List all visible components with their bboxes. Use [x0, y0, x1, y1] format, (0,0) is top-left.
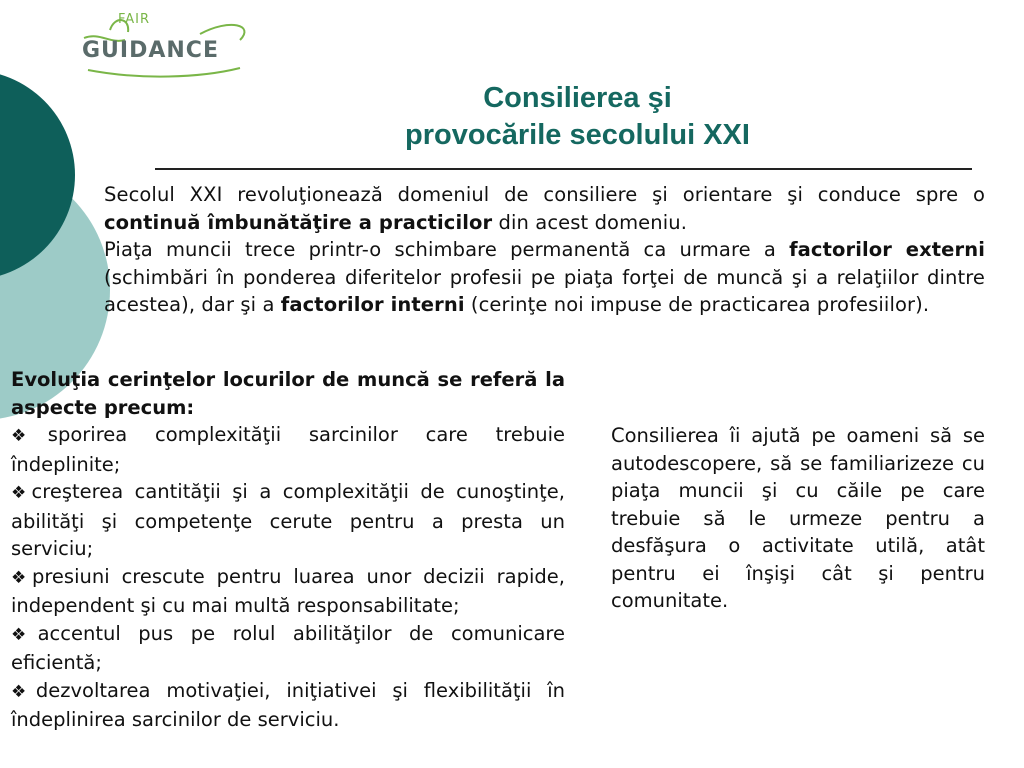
text-run: (schimbări în ponderea diferitelor profesii pe piaţa forţei de muncă şi a relaţiilor dintre acestea), dar şi a [104, 265, 985, 316]
list-item [11, 563, 565, 620]
bold-phrase: continuă îmbunătăţire a practicilor [104, 210, 493, 234]
logo-main-text: GUIDANCE [82, 38, 219, 63]
diamond-bullet-icon: ❖ [11, 681, 36, 702]
requirements-list [11, 421, 565, 734]
list-item [11, 677, 565, 734]
diamond-bullet-icon: ❖ [11, 483, 32, 503]
title-divider [155, 168, 972, 170]
intro-paragraph-1 [104, 181, 985, 236]
diamond-bullet-icon: ❖ [11, 567, 32, 588]
diamond-bullet-icon: ❖ [11, 426, 48, 446]
logo-small-text: FAIR [118, 12, 151, 27]
text-run: din acest domeniu. [492, 210, 688, 234]
text-run: (cerinţe noi impuse de practicarea profesiilor). [464, 293, 930, 316]
intro-paragraph-2 [104, 236, 985, 319]
list-item-text: creşterea cantităţii şi a complexităţii de cunoştinţe, abilităţi şi competenţe cerute pentru a presta un serviciu; [11, 480, 565, 560]
requirements-heading: Evoluţia cerinţelor locurilor de muncă se referă la aspecte precum: [11, 368, 565, 419]
counseling-text: Consilierea îi ajută pe oameni să se autodescopere, să se familiarizeze cu piaţa muncii şi cu căile pe care trebuie să le urmeze pentru a desfăşura o activitate utilă, atât pentru ei înşişi cât şi pentru comunitate. [611, 424, 985, 612]
requirements-column [11, 366, 565, 734]
list-item [11, 478, 565, 563]
list-item-text: presiuni crescute pentru luarea unor decizii rapide, independent şi cu mai multă responsabilitate; [11, 564, 565, 617]
diamond-bullet-icon: ❖ [11, 624, 38, 645]
bold-phrase: factorilor interni [280, 293, 465, 316]
title-line-2: provocările secolului XXI [405, 119, 750, 151]
intro-text [104, 181, 985, 319]
text-run: Secolul XXI revoluţionează domeniul de consiliere şi orientare şi conduce spre o [104, 183, 985, 206]
list-item-text: accentul pus pe rolul abilităţilor de comunicare eficientă; [11, 621, 565, 674]
list-item [11, 620, 565, 677]
list-item [11, 421, 565, 478]
text-run: Piaţa muncii trece printr-o schimbare permanentă ca urmare a [104, 238, 790, 261]
title-line-1: Consilierea şi [483, 82, 672, 114]
list-item-text: sporirea complexităţii sarcinilor care trebuie îndeplinite; [11, 423, 565, 476]
bold-phrase: factorilor externi [789, 238, 985, 261]
list-item-text: dezvoltarea motivaţiei, iniţiativei şi flexibilităţii în îndeplinirea sarcinilor de serviciu. [11, 678, 565, 731]
